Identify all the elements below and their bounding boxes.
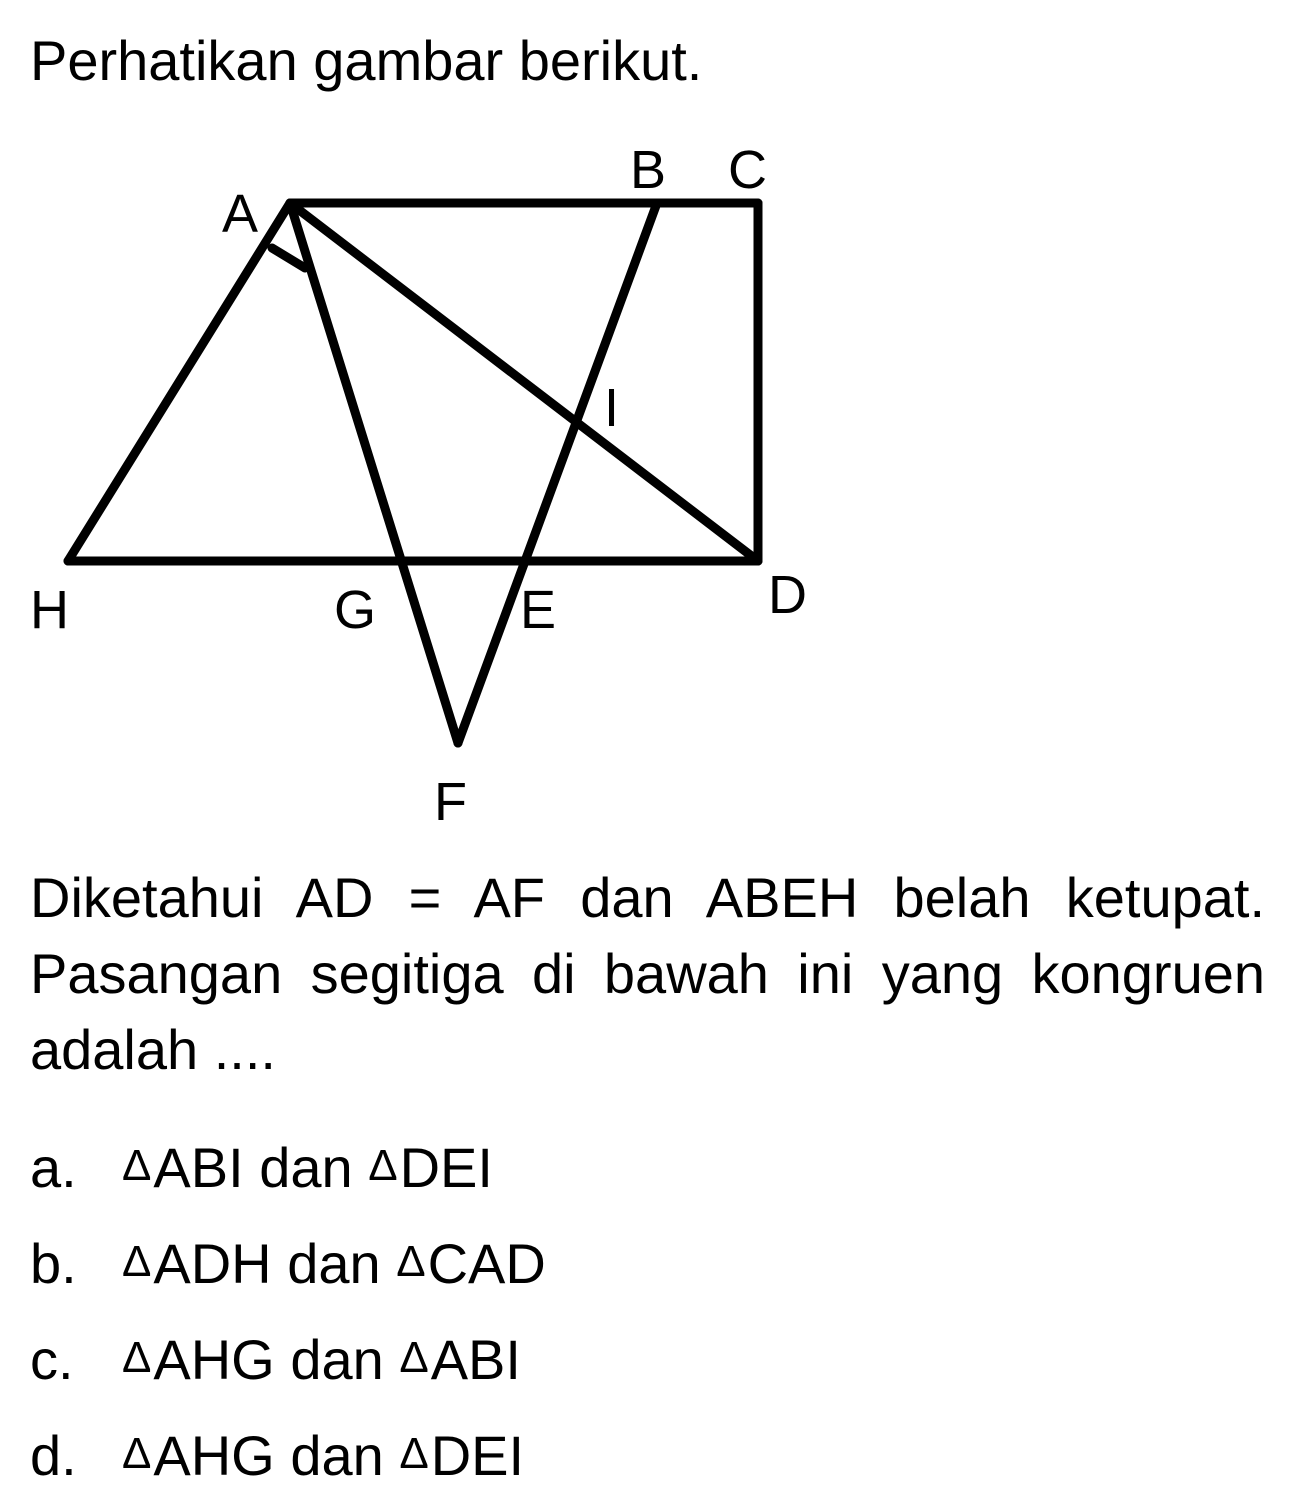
segment-ah [68, 203, 290, 561]
option-a[interactable] [30, 1120, 546, 1216]
option-second-triangle: CAD [427, 1232, 546, 1295]
segment-ad [290, 203, 758, 561]
label-f: F [434, 772, 467, 832]
label-g: G [334, 580, 377, 640]
intro-text: Perhatikan gambar berikut. [30, 29, 703, 92]
option-c[interactable] [30, 1312, 546, 1408]
label-d: D [768, 565, 807, 625]
option-letter: b. [30, 1232, 77, 1295]
angle-mark-a [272, 248, 305, 268]
option-letter: a. [30, 1136, 77, 1199]
option-letter: c. [30, 1328, 74, 1391]
option-d[interactable] [30, 1408, 546, 1504]
label-h: H [30, 580, 69, 640]
question-text: Diketahui AD = AF dan ABEH belah ketupat. Pasangan segitiga di bawah ini yang kongruen adalah .... [30, 866, 1265, 1081]
label-b: B [630, 140, 667, 200]
option-connector: dan [290, 1328, 384, 1391]
option-letter: d. [30, 1424, 77, 1487]
option-connector: dan [290, 1424, 384, 1487]
option-second-triangle: ABI [430, 1328, 521, 1391]
option-first-triangle: AHG [153, 1424, 275, 1487]
label-i: I [604, 378, 620, 438]
option-first-triangle: ADH [153, 1232, 272, 1295]
triangle-icon: Δ [122, 1333, 152, 1382]
option-second-triangle: DEI [430, 1424, 525, 1487]
option-first-triangle: AHG [153, 1328, 275, 1391]
option-b[interactable] [30, 1216, 546, 1312]
triangle-icon: Δ [399, 1429, 429, 1478]
label-c: C [728, 140, 767, 200]
triangle-icon: Δ [399, 1333, 429, 1382]
segment-af [290, 203, 458, 743]
triangle-icon: Δ [122, 1237, 152, 1286]
answer-options [30, 1120, 546, 1504]
triangle-icon: Δ [122, 1429, 152, 1478]
segment-bf [458, 203, 657, 743]
triangle-icon: Δ [396, 1237, 426, 1286]
option-connector: dan [287, 1232, 381, 1295]
option-first-triangle: ABI [153, 1136, 244, 1199]
label-e: E [520, 580, 557, 640]
label-a: A [222, 184, 259, 244]
option-second-triangle: DEI [399, 1136, 493, 1199]
triangle-icon: Δ [368, 1141, 398, 1190]
option-connector: dan [259, 1136, 353, 1199]
triangle-icon: Δ [122, 1141, 152, 1190]
